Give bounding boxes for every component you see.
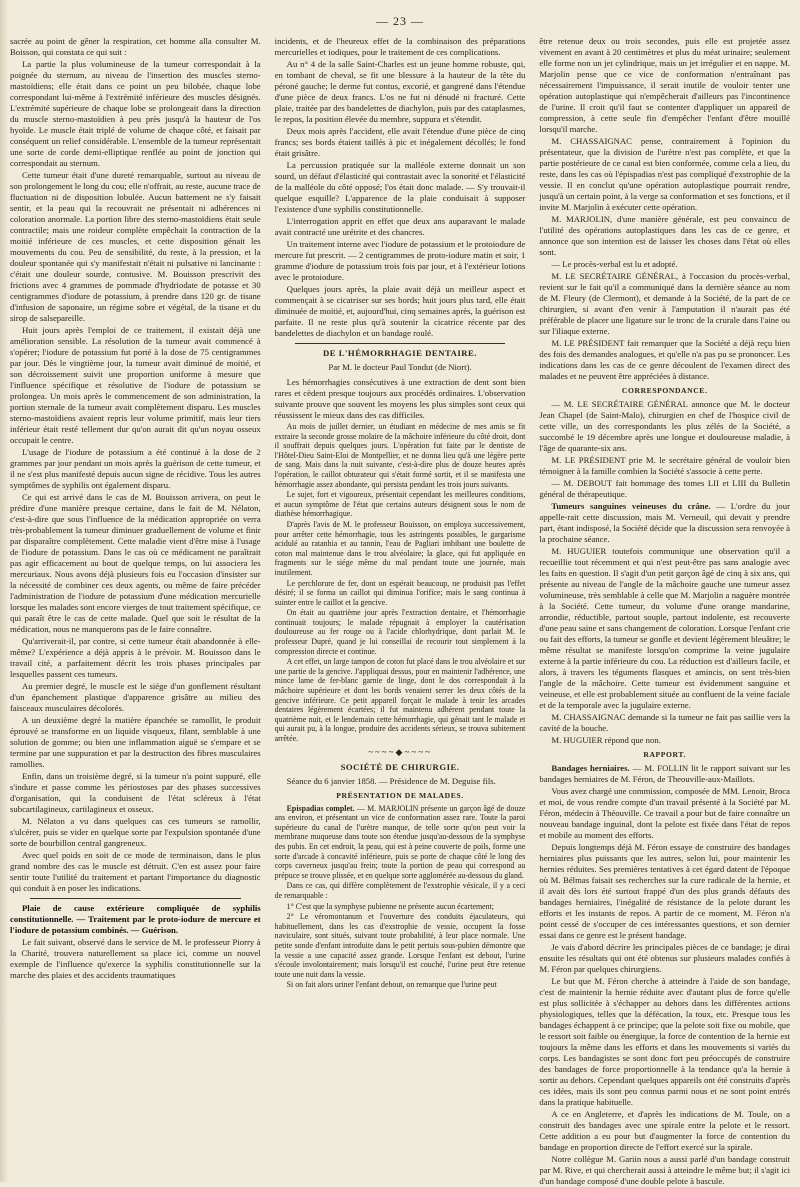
- paragraph: [539, 763, 790, 785]
- paragraph: Le fait suivant, observé dans le service de M. le professeur Piorry à la Charité, trouvera naturellement sa place ici, comme un nouvel exemple de l'influence qu'exerce la syphilis constitutionnelle sur la marche des plaies et des accidents traumatiques: [10, 937, 261, 980]
- page-number: — 23 —: [376, 14, 424, 28]
- paragraph: D'après l'avis de M. le professeur Bouisson, on employa successivement, pour arrêter cette hémorrhagie, tous les astringents possibles, le gargarisme acidulé au ratanhia et au tannin, l'eau de Pagliari imbibant une boulette de coton mal maintenue dans le trou alvéolaire; la glace, qui fut appliquée en fragments sur le siége même du mal pendant toute une journée, mais inutilement.: [274, 519, 526, 577]
- paragraph: M. LE SECRÉTAIRE GÉNÉRAL, à l'occasion du procès-verbal, revient sur le fait qu'il a communiqué dans la dernière séance au nom de M. Fleury (de Clermont), et demande à la Société, de la part de ce chirurgien, si avant d'en venir à l'amputation il n'aurait pas été préférable de placer une ligature sur le tronc de la crurale dans l'aine ou sur l'iliaque externe.: [539, 271, 791, 336]
- column-right: [539, 36, 791, 1186]
- paragraph-body: — M. MARJOLIN présente un garçon âgé de douze ans environ, et présentant un vice de conformation assez rare. Toute la paroi supérieure du canal de l'urètre manque, de telle sorte qu'on peut voir la membrane muqueuse dans toute son étendue jusqu'au-dessous de la symphyse des pubis. En cet endroit, la peau, qui est à peine couverte de poils, forme une sorte d'arcade à concavité inférieure, puis se porte de chaque côté le long des corps caverneux jusqu'au frein; toute la portion de peau qui correspond au prépuce se trouve plissée, et en quelque sorte agglomérée au-dessous du gland.: [274, 803, 526, 880]
- paragraph: Depuis longtemps déjà M. Féron essaye de construire des bandages herniaires plus puissants que les autres, selon lui, pour maintenir les hernies réduites. Ses premières tentatives à cet égard datent de l'époque où M. Bélmas faisait ses recherches sur la cure radicale de la hernie, et il avait dès lors été surtout frappé d'un des plus grands défauts des bandages herniaires, l'inégalité de résistance de la pelote durant les efforts et les instants de repos. A partir de ce moment, M. Féron n'a point cessé de s'occuper de ces intéressantes questions, et son dernier essai dans ce genre est le présent bandage.: [539, 842, 791, 940]
- paragraph: [539, 501, 790, 545]
- paragraph: Deux mois après l'accident, elle avait l'étendue d'une pièce de cinq francs; ses bords étaient taillés à pic et inégalement décollés; le fond était grisâtre.: [274, 126, 526, 158]
- paragraph: A ce en Angleterre, et d'après les indications de M. Toule, on a construit des bandages avec une spirale entre la pelote et le ressort. Cette addition a eu pour but d'augmenter la force de contention du bandage en proportion directe de l'effort exercé sur la spirale.: [539, 1109, 791, 1152]
- paragraph: Vous avez chargé une commission, composée de MM. Lenoir, Broca et moi, de vous rendre compte d'un travail présenté à la Société par M. Féron, médecin à Théouville. Ce travail a pour but de faire connaître un nouveau bandage inguinal, dont la pelote est fixée dans l'état de repos et mobile au moment des efforts.: [539, 786, 791, 840]
- paragraph: Je vais d'abord décrire les principales pièces de ce bandage; je dirai ensuite les résultats qui ont été obtenus sur plusieurs malades confiés à M. Féron par quelques chirurgiens.: [539, 942, 791, 974]
- paragraph: M. LE PRÉSIDENT prie M. le secrétaire général de vouloir bien témoigner à la famille combien la Société s'associe à cette perte.: [539, 455, 791, 476]
- paragraph: La percussion pratiquée sur la malléole externe donnait un son sourd, un défaut d'élasticité qui contrastait avec la sonorité et l'élasticité de la malléole du côté opposé; l'os était donc malade. — S'y trouvait-il quelque esquille? L'apparence de la plaie conduisait à supposer l'existence d'une syphilis constitutionnelle.: [274, 160, 526, 214]
- seance-line: Séance du 6 janvier 1858. — Présidence de M. Deguise fils.: [286, 775, 496, 786]
- paragraph: Le but que M. Féron cherche à atteindre à l'aide de son bandage, c'est de maintenir la hernie réduite avec d'autant plus de force qu'elle est plus sollicitée à s'échapper au dehors dans les différentes actions physiologiques, telles que la défécation, la toux, etc. Presque tous les bandages échappent à ce principe; que la pelote soit fixe ou mobile, que le ressort soit faible ou énergique, la force de contention de la hernie est toujours la même dans les efforts et dans les mouvements si variés du corps. Les bandagistes se sont donc fort peu préoccupés de construire des bandages de force proportionnelle à la tendance qu'a la hernie à sortir au dehors. Cependant quelques appareils ont été construits d'après ces idées, mais ils sont peu connus parmi nous et ne sont point entrés dans la pratique habituelle.: [539, 976, 791, 1107]
- subsection-title-rapport: RAPPORT.: [643, 750, 686, 759]
- paragraph: M. HUGUIER répond que non.: [551, 735, 661, 745]
- paragraph: — Le procès-verbal est lu et adopté.: [551, 259, 678, 269]
- paragraph: Huit jours après l'emploi de ce traitement, il existait déjà une amélioration sensible. La résolution de la tumeur avait commencé à s'opérer; l'iodure de potassium fut porté à la dose de 75 centigrammes par jour. Dès le vingtième jour, la tumeur avait diminué de moitié, et son décroissement suivit une proportion uniforme à mesure que l'influence spécifique et résolutive de l'iodure de potassium se prolongea. Un mois après le commencement de son administration, la portion sternale de la tumeur avait complètement disparu. Les muscles sterno-mastoïdiens avaient repris leur volume primitif, mais leur tiers inférieur était resté tellement dur qu'on aurait dit qu'un noyau osseux occupait le centre.: [10, 325, 261, 445]
- subsection-title-correspondance: CORRESPONDANCE.: [621, 386, 708, 395]
- paragraph: Qu'arriverait-il, par contre, si cette tumeur était abandonnée à elle-même? L'expérience a déjà appris à le prévoir. M. Bouisson dans le travail cité, a parfaitement décrit les trois phases principales par lesquelles passent ces tumeurs.: [10, 636, 261, 679]
- paragraph-body: — L'ordre du jour appelle-rait cette discussion, mais M. Verneuil, qui devait y prendre part, étant indisposé, la Société décide que la discussion sera renvoyée à la prochaine séance.: [539, 501, 791, 544]
- paragraph: Au premier degré, le muscle est le siége d'un gonflement résultant d'un épanchement plastique d'apparence grisâtre au milieu des faisceaux musculaires décolorés.: [10, 681, 261, 713]
- column-middle: [275, 36, 526, 1166]
- ornament-divider: ~~~~◆~~~~: [368, 746, 432, 757]
- paragraph: Le sujet, fort et vigoureux, présentait cependant les meilleures conditions, et aucun symptôme de l'état que certains auteurs désignent sous le nom de diathèse hémorrhagique.: [274, 490, 526, 519]
- paragraph: L'usage de l'iodure de potassium a été continué à la dose de 2 grammes par jour pendant un mois après la guérison de cette tumeur, et il ne s'est plus manifesté depuis aucun signe de récidive. Tous les autres symptômes de syphilis ont également disparu.: [10, 447, 261, 490]
- paragraph: L'interrogation apprit en effet que deux ans auparavant le malade avait contracté une urétrite et des chancres.: [274, 216, 526, 237]
- paragraph: — M. DEBOUT fait hommage des tomes LII et LIII du Bulletin général de thérapeutique.: [539, 478, 791, 499]
- paragraph: Les hémorrhagies consécutives à une extraction de dent sont bien rares et cèdent presque toujours aux procédés ordinaires. L'observation suivante prouve que souvent les moyens les plus simples sont ceux qui réussissent le mieux dans des cas difficiles.: [274, 377, 526, 420]
- page-fold-shadow: [0, 0, 8, 1182]
- section-title-societe-chirurgie: SOCIÉTÉ DE CHIRURGIE.: [340, 761, 460, 772]
- paragraph: être retenue deux ou trois secondes, puis elle est projetée assez vivement en avant à 20 centimètres et plus du méat urinaire; seulement elle forme non un jet cylindrique, mais un jet irrégulier et en nappe. M. Marjolin pense que ce vice de conformation n'entraînant pas nécessairement l'impuissance, il serait inutile de vouloir tenter une opération autoplastique qui n'empêcherait d'ailleurs pas l'incontinence de l'urine. Il croit qu'il faut se contenter d'appliquer un appareil de compression, à cette seule fin d'empêcher l'enfant d'être mouillé lorsqu'il marche.: [539, 36, 791, 134]
- paragraph: Au n° 4 de la salle Saint-Charles est un jeune homme robuste, qui, en tombant de cheval, se fit une blessure à la hauteur de la tête du péroné gauche; le derme fut contus, excorié, et gangrené dans l'étendue d'une pièce de deux francs. L'os ne fut ni dénudé ni fracturé. Cette plaie, traitée par des bandelettes de diachylon, puis par des cataplasmes, le repos, la position élevée du membre, suppura et s'étendit.: [274, 59, 526, 124]
- paragraph: M. Nélaton a vu dans quelques cas ces tumeurs se ramollir, s'ulcérer, puis se vider en quelque sorte par l'expulsion spontanée d'une sorte de bourbillon central gangreneux.: [10, 816, 261, 848]
- paragraph: [275, 804, 526, 881]
- paragraph: M. CHASSAIGNAC pense, contrairement à l'opinion du présentateur, que la division de l'urètre n'est pas complète, et que la partie postérieure de ce canal est bien conformée, comme cela a lieu, du reste, dans les cas où l'épispadias n'est pas compliqué d'exstrophie de la vessie. Il en conclut qu'une opération autoplastique pourrait rendre, jusqu'à un certain point, à la verge sa conformation et ses fonctions, et il invite M. Marjolin à exécuter cette opération.: [539, 136, 791, 212]
- paragraph: Enfin, dans un troisième degré, si la tumeur n'a point suppuré, elle s'indure et passe comme les périostoses par des phases successives d'organisation, qui la conduisent de l'état scléreux à l'état subcartilagineux, cartilagineux et osseux.: [10, 771, 261, 814]
- paragraph: Le perchlorure de fer, dont on espérait beaucoup, ne produisit pas l'effet désiré; il se forma un caillot qui diminua l'orifice; mais le sang continua à suinter entre le caillot et la gencive.: [274, 578, 526, 607]
- byline: Par M. le docteur Paul Tondut (de Niort).: [328, 362, 472, 372]
- paragraph: M. CHASSAIGNAC demande si la tumeur ne fait pas saillie vers la cavité de la bouche.: [539, 712, 791, 733]
- paragraph-lead: Bandages herniaires.: [551, 763, 630, 773]
- paragraph: La partie la plus volumineuse de la tumeur correspondait à la poignée du sternum, au niveau de l'insertion des muscles sterno-mastoïdiens; elle était dans ce point un peu bilobée, chaque lobe correspondant lui-même à l'extrémité inférieure des muscles désignés. L'extrémité supérieure de chaque lobe se prolongeait dans la direction du muscle sterno-mastoïdien à peu près jusqu'à la hauteur de l'os hyoïde. Le muscle était triplé de volume de chaque côté, et faisait par conséquent un relief considérable. L'ensemble de la tumeur représentait une sorte de corde demi-elliptique renflée au point de jonction qui correspondait au sternum.: [10, 59, 261, 168]
- paragraph: A un deuxième degré la matière épanchée se ramollit, le produit éprouvé se transforme en un liquide visqueux, filant, semblable à une solution de gomme; ou bien une inflammation aiguë se s'empare et se termine par une suppuration et par la destruction des fibres musculaires ramollies.: [10, 715, 261, 769]
- paragraph: 1° C'est que la symphyse pubienne ne présente aucun écartement;: [286, 901, 494, 911]
- paragraph: Ce qui est arrivé dans le cas de M. Bouisson arrivera, on peut le prédire d'une manière presque certaine, dans le fait de M. Nélaton, c'est-à-dire que sous l'influence de la médication appropriée on verra très-probablement la tumeur diminuer graduellement de volume et finir par disparaître complètement. Cette maladie vient d'être mise à l'usage de l'iodure de potassium. Dans le cas où ce médicament ne paraîtrait pas agir efficacement au bout de quelque temps, on lui associera les mercuriaux. Nous avons déjà plusieurs fois eu l'occasion d'insister sur la nécessité de combiner ces deux agents, ou même de faire précéder l'administration de l'iodure de potassium d'une médication mercurielle lorsque les malades sont encore vierges de tout traitement spécifique, ce qui paraît être le cas de cette malade. Quel que soit le résultat de la médication, nous ne manquerons pas de le faire connaître.: [10, 492, 261, 634]
- paragraph-lead: Epispadias complet.: [286, 803, 355, 813]
- paragraph: On était au quatrième jour après l'extraction dentaire, et l'hémorrhagie continuait toujours; le malade répugnait à employer la cautérisation douloureuse au fer rouge ou à l'acide chlorhydrique, dont parlait M. le professeur Dupré, quand je lui conseillai de recourir tout simplement à la compression directe et continue.: [274, 608, 526, 656]
- divider: [30, 898, 241, 899]
- column-left: [10, 36, 261, 1166]
- divider: [295, 343, 506, 344]
- paragraph: — M. LE SECRÉTAIRE GÉNÉRAL annonce que M. le docteur Jean Chapel (de Saint-Malo), chirurgien en chef de l'hospice civil de cette ville, un des correspondants les plus zélés de la Société, a succombé le 19 décembre après une longue et douloureuse maladie, à l'âge de quarante-six ans.: [539, 399, 791, 453]
- paragraph: Un traitement interne avec l'iodure de potassium et le protoiodure de mercure fut prescrit. — 2 centigrammes de proto-iodure matin et soir, 1 gramme d'iodure de potassium trois fois par jour, et à l'extérieur lotions avec le protoiodure.: [274, 239, 526, 282]
- paragraph: M. LE PRÉSIDENT fait remarquer que la Société a déjà reçu bien des fois des demandes analogues, et qu'elle n'a pas pu se prononcer. Les indications dans les cas de ce genre découlent de l'examen direct des malades et ne peuvent être appréciées à distance.: [539, 338, 791, 381]
- paragraph: Au mois de juillet dernier, un étudiant en médecine de mes amis se fit extraire la seconde grosse molaire de la mâchoire inférieure du côté droit, dont il souffrait depuis quelques jours. L'opération fut faite par le dentiste de l'Hôtel-Dieu Saint-Eloi de Montpellier, et ne donna lieu qu'à une légère perte de sang. Mais dans la nuit suivante, c'est-à-dire plus de douze heures après l'opération, le caillot obturateur qui s'était formé sortit, et il se manifesta une hémorrhagie assez abondante, qui persista pendant les trois jours suivants.: [274, 422, 526, 489]
- paragraph: sacrée au point de gêner la respiration, cet homme alla consulter M. Boisson, qui constata ce qui suit :: [10, 36, 261, 57]
- article-title-syphilis: Plaie de cause extérieure compliquée de syphilis constitutionnelle. — Traitement par le proto-iodure de mercure et l'iodure de potassium combinés. — Guérison.: [10, 903, 261, 935]
- small-print-block: [275, 804, 526, 990]
- paragraph: Si on fait alors uriner l'enfant debout, on remarque que l'urine peut: [286, 980, 497, 990]
- article-columns: [10, 36, 791, 1186]
- subsection-title-presentation: PRÉSENTATION DE MALADES.: [336, 790, 464, 800]
- paragraph: Avec quel poids en soit de ce mode de terminaison, dans le plus grand nombre des cas le muscle est détruit. C'en est assez pour faire sentir toute l'utilité du traitement et partant l'importance du diagnostic qui conduit à en poser les indications.: [10, 850, 261, 893]
- paragraph: 2° Le véromontanum et l'ouverture des conduits éjaculateurs, qui habituellement, dans les cas d'exstrophie de vessie, occupent la fosse naviculaire, sont situés, suivant toute probabilité, à leur place normale. Une petite sonde d'enfant introduite dans le petit pertuis sous-pubien démontre que la vessie a une capacité assez grande. Lorsque l'enfant est debout, l'urine s'écoule involontairement; mais lorsqu'il est couché, l'urine peut être retenue toute une nuit dans la vessie.: [274, 912, 526, 979]
- paragraph: A cet effet, un large tampon de coton fut placé dans le trou alvéolaire et sur une partie de la gencive. J'appliquai dessus, pour en maintenir l'adhérence, une mince lame de fer-blanc garnie de linge, dont le dos correspondait à la mâchoire supérieure et dont les bords venaient serrer les deux côtés de la gencive inférieure. Ce petit appareil forçait le malade à tenir les arcades dentaires légèrement écartées; il fut maintenu adhérent pendant toute la quatrième nuit, et le lendemain cette hémorrhagie, qui génait tant le malade et qui aurait pu, à la longue, produire des accidents sérieux, se trouva subitement arrêtée.: [274, 657, 526, 743]
- paragraph-body: — M. FOLLIN lit le rapport suivant sur les bandages herniaires de M. Féron, de Theouville-aux-Maillots.: [539, 763, 791, 784]
- paragraph-lead: Tumeurs sanguines veineuses du crâne.: [551, 501, 711, 511]
- paragraph: Cette tumeur était d'une dureté remarquable, surtout au niveau de son prolongement le long du cou; elle n'offrait, au reste, aucune trace de fluctuation ni de disposition lobulée. Aucun battement ne s'y faisait sentir, et la peau qui la recouvrait ne présentait ni adhérences ni coloration anormale. La portion libre des sterno-mastoïdiens était seule contractile; mais une roideur complète empêchait la contraction de la moitié inférieure de ces muscles, et cette disposition génait les mouvements du cou. Peu de sensibilité, du reste, à la pression, et la douleur spontanée qui s'y manifestait n'était ni pulsative ni lancinante : c'était une douleur sourde, contusive. M. Bouisson prescrivit des frictions avec 4 grammes de pommade d'hydriodate de potasse et 30 centigrammes d'iodure de potassium, à prendre dans 120 gr. de tisane d'infusion de saponaire, un régime sobre et végétal, de la tisane et du sirop de salsepareille.: [10, 170, 261, 323]
- small-print-block: [275, 422, 526, 744]
- paragraph: M. MARJOLIN, d'une manière générale, est peu convaincu de l'utilité des opérations autoplastiques dans les cas de ce genre, et annonce que son intention est de laisser les choses dans l'état où elles sont.: [539, 214, 791, 257]
- paragraph: Dans ce cas, qui diffère complètement de l'exstrophie vésicale, il y a ceci de remarquable :: [274, 881, 526, 900]
- section-title-hemorrhagie: DE L'HÉMORRHAGIE DENTAIRE.: [322, 348, 478, 358]
- paragraph: incidents, et de l'heureux effet de la combinaison des préparations mercurielles et iodiques, pour le traitement de ces complications.: [274, 36, 526, 57]
- paragraph: Quelques jours après, la plaie avait déjà un meilleur aspect et commençait à se cicatriser sur ses bords; huit jours plus tard, elle était diminuée de moitié, et, aujourd'hui, cinq semaines après, la guérison est parfaite. Il ne reste plus qu'à soutenir la cicatrice récente par des bandelettes de diachylon et un bandage roulé.: [274, 284, 526, 338]
- paragraph: M. HUGUIER toutefois communique une observation qu'il a recueillie tout récemment et qui n'est peut-être pas sans analogie avec les faits en question. Il s'agit d'un petit garçon âgé de cinq à six ans, qui présente au niveau de l'angle de la mâchoire gauche une tumeur assez volumineuse, très semblable à celle que M. Marjolin a naguère montrée à la Société. Cette tumeur, du volume d'une orange mandarine, arrondie, réductible, partout souple, partout indolente, est recouverte d'une peau saine et sans changement de coloration. Lorsque l'enfant crie ou fait des efforts, la tumeur se gonfle et devient légèrement bleuâtre; le même résultat se manifeste lorsqu'on comprime la veine jugulaire externe à la partie inférieure du cou. La réduction est d'ailleurs facile, et alors, à travers les téguments flasques et amincis, on sent très-bien l'angle de la mâchoire. Cette tumeur est évidemment sanguine et veineuse, et elle est probablement située au confluent de la veine faciale et de la temporale avec la jugulaire externe.: [539, 546, 791, 710]
- paragraph: Notre collègue M. Gariin nous a aussi parlé d'un bandage construit par M. Rive, et qui chercherait aussi à atteindre le même but; il s'agit ici d'un bandage composé d'une double pelote à bascule.: [539, 1154, 791, 1186]
